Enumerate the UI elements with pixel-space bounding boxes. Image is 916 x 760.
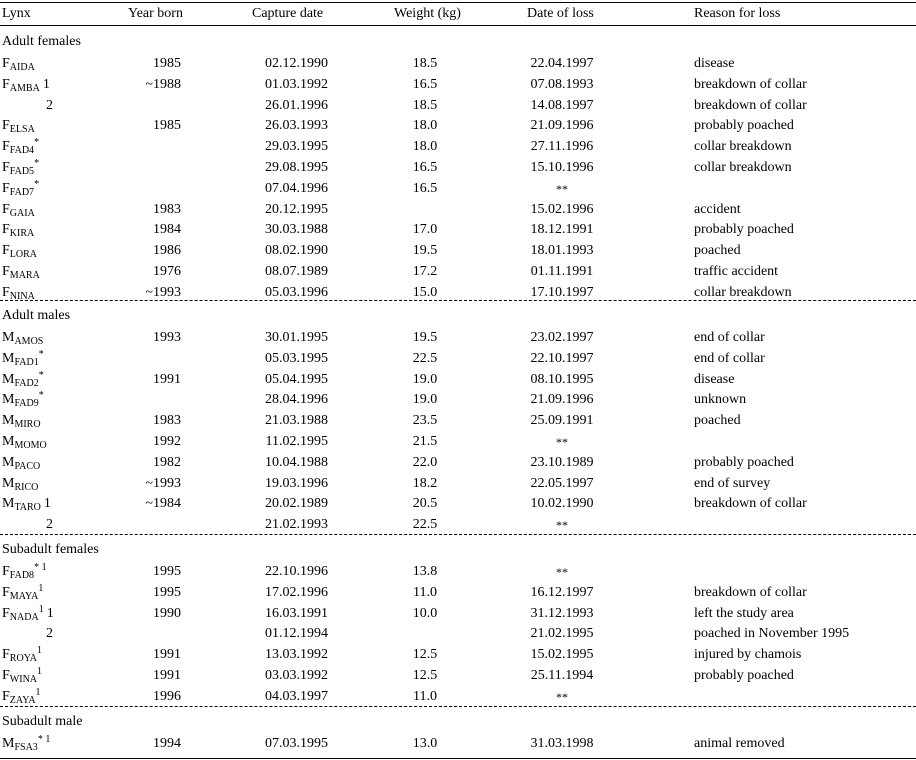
lynx-id-cell bbox=[2, 370, 44, 390]
section-title-row bbox=[0, 32, 916, 52]
reason-for-loss-cell: end of collar bbox=[694, 350, 765, 366]
year-born-cell: 1995 bbox=[153, 564, 181, 579]
year-born-cell: 1992 bbox=[153, 434, 181, 449]
table-row bbox=[0, 645, 916, 665]
year-born-cell: 1983 bbox=[153, 413, 181, 429]
year-born-cell: 1991 bbox=[153, 371, 181, 387]
reason-for-loss-cell: breakdown of collar bbox=[694, 584, 807, 600]
section-divider bbox=[0, 300, 916, 301]
lynx-sex: F bbox=[2, 139, 10, 155]
date-of-loss-cell: 15.02.1995 bbox=[530, 647, 594, 663]
lynx-footnote-mark: * bbox=[38, 390, 44, 402]
reason-for-loss-cell: poached bbox=[694, 413, 741, 429]
date-of-loss-cell: 08.10.1995 bbox=[530, 371, 594, 387]
lynx-name: AMBA bbox=[9, 82, 40, 94]
date-of-loss-cell: 25.11.1994 bbox=[530, 668, 594, 683]
lynx-sex: F bbox=[2, 564, 10, 579]
weight-cell: 22.0 bbox=[412, 454, 438, 470]
weight-cell: 10.0 bbox=[412, 605, 438, 621]
date-of-loss-cell: 22.05.1997 bbox=[530, 475, 594, 491]
header-capture-date: Capture date bbox=[252, 6, 324, 21]
lynx-sex: F bbox=[2, 243, 10, 259]
top-rule bbox=[0, 2, 916, 3]
lynx-id-cell bbox=[2, 432, 47, 452]
lynx-sex: F bbox=[2, 180, 10, 196]
weight-cell: 20.5 bbox=[412, 496, 438, 512]
date-of-loss-cell: ** bbox=[556, 565, 568, 579]
reason-for-loss-cell: collar breakdown bbox=[694, 284, 792, 300]
table-row bbox=[0, 220, 916, 240]
capture-date-cell: 16.03.1991 bbox=[265, 605, 328, 621]
lynx-name: RICO bbox=[14, 481, 39, 493]
capture-number: 2 bbox=[46, 517, 53, 533]
capture-date-cell: 08.02.1990 bbox=[265, 243, 328, 259]
lynx-name: GAIA bbox=[9, 207, 35, 219]
table-row bbox=[0, 262, 916, 282]
lynx-id-cell bbox=[2, 604, 54, 624]
year-born-cell: 1984 bbox=[153, 222, 181, 238]
capture-date-cell: 05.03.1995 bbox=[265, 350, 328, 366]
lynx-name: FAD7 bbox=[9, 186, 35, 198]
capture-date-cell: 20.12.1995 bbox=[265, 201, 328, 217]
capture-date-cell: 26.01.1996 bbox=[265, 97, 328, 113]
lynx-footnote-mark: 1 bbox=[37, 645, 43, 657]
lynx-name: FAD9 bbox=[14, 398, 39, 410]
weight-cell: 13.0 bbox=[412, 736, 438, 751]
year-born-cell: 1982 bbox=[153, 454, 181, 470]
date-of-loss-cell: ** bbox=[556, 181, 568, 196]
lynx-sex: F bbox=[2, 118, 10, 134]
lynx-name: NINA bbox=[9, 290, 35, 302]
lynx-id-cell bbox=[2, 687, 41, 707]
date-of-loss-cell: 18.12.1991 bbox=[530, 222, 594, 238]
lynx-id-cell bbox=[2, 474, 38, 494]
lynx-id-cell bbox=[2, 262, 40, 282]
lynx-footnote-mark: 1 bbox=[37, 666, 43, 677]
date-of-loss-cell: 17.10.1997 bbox=[530, 284, 594, 300]
lynx-sex: F bbox=[2, 584, 10, 600]
header-row bbox=[0, 4, 916, 24]
reason-for-loss-cell: animal removed bbox=[694, 736, 785, 751]
lynx-name: MAYA bbox=[9, 590, 39, 602]
date-of-loss-cell: 10.02.1990 bbox=[530, 496, 594, 512]
capture-date-cell: 22.10.1996 bbox=[265, 564, 328, 579]
reason-for-loss-cell: disease bbox=[694, 371, 735, 387]
header-lynx: Lynx bbox=[2, 6, 31, 21]
lynx-footnote-mark: * bbox=[38, 369, 44, 381]
header-reason-for-loss: Reason for loss bbox=[694, 6, 781, 21]
lynx-id-cell bbox=[2, 158, 39, 178]
capture-date-cell: 19.03.1996 bbox=[265, 475, 328, 491]
lynx-name: FAD4 bbox=[9, 145, 35, 157]
lynx-name: MARA bbox=[9, 270, 40, 281]
table-row bbox=[0, 116, 916, 136]
lynx-sex: F bbox=[2, 605, 10, 621]
table-row bbox=[0, 179, 916, 199]
date-of-loss-cell: 21.09.1996 bbox=[530, 392, 594, 408]
lynx-sex: F bbox=[2, 668, 10, 683]
section-divider bbox=[0, 534, 916, 535]
lynx-sex: F bbox=[2, 56, 10, 71]
table-row bbox=[0, 604, 916, 624]
table-row bbox=[0, 390, 916, 410]
table-row bbox=[0, 411, 916, 431]
date-of-loss-cell: 07.08.1993 bbox=[530, 76, 594, 92]
reason-for-loss-cell: breakdown of collar bbox=[694, 97, 807, 113]
reason-for-loss-cell: probably poached bbox=[694, 222, 794, 238]
lynx-id-cell bbox=[2, 349, 44, 369]
lynx-sex: M bbox=[2, 454, 15, 470]
lynx-name: ROYA bbox=[9, 653, 38, 665]
weight-cell: 23.5 bbox=[412, 413, 438, 429]
year-born-cell: ~1993 bbox=[145, 475, 181, 491]
year-born-cell: 1976 bbox=[153, 264, 181, 279]
capture-date-cell: 02.12.1990 bbox=[265, 56, 328, 71]
lynx-sex: F bbox=[2, 284, 10, 300]
lynx-id-cell bbox=[2, 137, 39, 157]
year-born-cell: ~1988 bbox=[145, 76, 181, 92]
capture-date-cell: 05.03.1996 bbox=[265, 284, 328, 300]
lynx-id-cell bbox=[2, 75, 50, 95]
date-of-loss-cell: 25.09.1991 bbox=[530, 413, 594, 429]
lynx-footnote-mark: * bbox=[34, 178, 40, 190]
capture-number: 1 bbox=[42, 76, 50, 92]
capture-date-cell: 01.03.1992 bbox=[265, 76, 328, 92]
lynx-id-cell bbox=[2, 411, 41, 431]
table-row bbox=[0, 432, 916, 452]
weight-cell: 19.0 bbox=[412, 371, 438, 387]
lynx-id-cell bbox=[2, 200, 35, 220]
date-of-loss-cell: 21.09.1996 bbox=[530, 118, 594, 134]
lynx-id-cell bbox=[46, 515, 53, 535]
table-row bbox=[0, 624, 916, 644]
section-title-row bbox=[0, 306, 916, 326]
lynx-footnote-mark: * bbox=[34, 137, 40, 149]
reason-for-loss-cell: collar breakdown bbox=[694, 160, 792, 175]
capture-date-cell: 30.01.1995 bbox=[265, 330, 328, 345]
reason-for-loss-cell: probably poached bbox=[694, 118, 794, 134]
year-born-cell: 1985 bbox=[153, 56, 181, 71]
lynx-footnote-mark: * 1 bbox=[37, 734, 51, 745]
reason-for-loss-cell: accident bbox=[694, 201, 741, 217]
table-row bbox=[0, 666, 916, 686]
section-title: Subadult male bbox=[2, 714, 83, 729]
header-year-born: Year born bbox=[128, 6, 183, 21]
section-divider bbox=[0, 706, 916, 707]
lynx-sex: M bbox=[2, 350, 15, 366]
table-row bbox=[0, 687, 916, 707]
table-row bbox=[0, 96, 916, 116]
reason-for-loss-cell: poached bbox=[694, 243, 741, 259]
capture-date-cell: 29.08.1995 bbox=[265, 160, 328, 175]
year-born-cell: 1991 bbox=[153, 668, 181, 683]
lynx-sex: M bbox=[2, 413, 15, 429]
table-row bbox=[0, 734, 916, 754]
lynx-sex: F bbox=[2, 201, 10, 217]
year-born-cell: 1993 bbox=[153, 330, 181, 345]
capture-date-cell: 26.03.1993 bbox=[265, 118, 328, 134]
lynx-footnote-mark: 1 bbox=[38, 603, 44, 615]
section-title: Adult males bbox=[2, 308, 71, 323]
lynx-name: FAD2 bbox=[14, 377, 39, 389]
weight-cell: 11.0 bbox=[413, 688, 437, 704]
lynx-name: FSA3 bbox=[14, 742, 38, 753]
lynx-name: WINA bbox=[9, 674, 38, 685]
lynx-name: TARO bbox=[14, 502, 41, 514]
capture-number: 1 bbox=[43, 496, 51, 512]
lynx-name: PACO bbox=[14, 460, 41, 472]
lynx-id-cell bbox=[2, 390, 44, 410]
lynx-sex: F bbox=[2, 222, 10, 238]
date-of-loss-cell: ** bbox=[556, 435, 568, 449]
date-of-loss-cell: ** bbox=[556, 689, 568, 704]
weight-cell: 19.5 bbox=[412, 243, 438, 259]
lynx-sex: F bbox=[2, 264, 10, 279]
date-of-loss-cell: 21.02.1995 bbox=[530, 626, 594, 642]
lynx-sex: M bbox=[2, 736, 15, 751]
table-row bbox=[0, 370, 916, 390]
year-born-cell: 1985 bbox=[153, 118, 181, 134]
header-date-of-loss: Date of loss bbox=[527, 6, 594, 21]
lynx-name: ZAYA bbox=[9, 694, 36, 706]
table-row bbox=[0, 328, 916, 348]
lynx-footnote-mark: 1 bbox=[35, 686, 41, 698]
lynx-footnote-mark: * 1 bbox=[34, 562, 47, 573]
table-row bbox=[0, 75, 916, 95]
lynx-name: LORA bbox=[9, 249, 38, 261]
lynx-id-cell bbox=[2, 666, 42, 686]
capture-date-cell: 03.03.1992 bbox=[265, 668, 328, 683]
header-weight: Weight (kg) bbox=[394, 6, 461, 21]
section-title-row bbox=[0, 712, 916, 732]
lynx-sex: M bbox=[2, 371, 15, 387]
lynx-id-cell bbox=[2, 220, 34, 240]
table-row bbox=[0, 241, 916, 261]
lynx-name: FAD5 bbox=[9, 166, 35, 177]
date-of-loss-cell: 31.03.1998 bbox=[530, 736, 594, 751]
year-born-cell: 1986 bbox=[153, 243, 181, 259]
weight-cell: 22.5 bbox=[412, 517, 438, 533]
weight-cell: 16.5 bbox=[412, 76, 438, 92]
table-row bbox=[0, 562, 916, 582]
date-of-loss-cell: 15.02.1996 bbox=[530, 201, 594, 217]
lynx-sex: F bbox=[2, 76, 10, 92]
lynx-sex: M bbox=[2, 392, 15, 408]
reason-for-loss-cell: end of collar bbox=[694, 330, 765, 345]
capture-date-cell: 01.12.1994 bbox=[265, 626, 328, 642]
weight-cell: 15.0 bbox=[412, 284, 438, 300]
weight-cell: 12.5 bbox=[412, 647, 438, 663]
section-title-row bbox=[0, 540, 916, 560]
section-title: Subadult females bbox=[2, 542, 99, 557]
lynx-sex: M bbox=[2, 330, 15, 345]
weight-cell: 18.5 bbox=[412, 97, 438, 113]
reason-for-loss-cell: breakdown of collar bbox=[694, 496, 807, 512]
lynx-sex: F bbox=[2, 647, 10, 663]
lynx-id-cell bbox=[2, 241, 37, 261]
lynx-sex: M bbox=[2, 475, 15, 491]
year-born-cell: 1991 bbox=[153, 647, 181, 663]
reason-for-loss-cell: end of survey bbox=[694, 475, 771, 491]
weight-cell: 11.0 bbox=[413, 584, 437, 600]
capture-number: 2 bbox=[46, 97, 53, 113]
lynx-id-cell bbox=[2, 734, 50, 754]
lynx-id-cell bbox=[2, 645, 42, 665]
lynx-name: AIDA bbox=[9, 62, 35, 73]
lynx-sex: F bbox=[2, 160, 10, 175]
capture-date-cell: 13.03.1992 bbox=[265, 647, 328, 663]
capture-date-cell: 08.07.1989 bbox=[265, 264, 328, 279]
capture-date-cell: 11.02.1995 bbox=[265, 434, 328, 449]
lynx-id-cell bbox=[2, 583, 43, 603]
table-row bbox=[0, 474, 916, 494]
reason-for-loss-cell: probably poached bbox=[694, 668, 794, 683]
weight-cell: 17.0 bbox=[412, 222, 438, 238]
year-born-cell: 1990 bbox=[153, 605, 181, 621]
lynx-footnote-mark: * bbox=[38, 348, 44, 360]
year-born-cell: 1995 bbox=[153, 584, 181, 600]
table-row bbox=[0, 515, 916, 535]
lynx-name: ELSA bbox=[9, 124, 35, 136]
weight-cell: 19.0 bbox=[412, 392, 438, 408]
lynx-name: AMOS bbox=[14, 336, 44, 347]
reason-for-loss-cell: breakdown of collar bbox=[694, 76, 807, 92]
table-row bbox=[0, 494, 916, 514]
table-row bbox=[0, 158, 916, 178]
reason-for-loss-cell: unknown bbox=[694, 392, 747, 408]
table-row bbox=[0, 54, 916, 74]
weight-cell: 12.5 bbox=[412, 668, 438, 683]
header-rule bbox=[0, 25, 916, 26]
weight-cell: 16.5 bbox=[412, 160, 438, 175]
date-of-loss-cell: 23.10.1989 bbox=[530, 454, 594, 470]
capture-date-cell: 07.04.1996 bbox=[265, 180, 328, 196]
capture-number: 1 bbox=[46, 605, 54, 621]
weight-cell: 19.5 bbox=[412, 330, 438, 345]
lynx-id-cell bbox=[2, 116, 35, 136]
capture-date-cell: 20.02.1989 bbox=[265, 496, 328, 512]
date-of-loss-cell: 14.08.1997 bbox=[530, 97, 594, 113]
capture-date-cell: 29.03.1995 bbox=[265, 139, 328, 155]
lynx-sex: F bbox=[2, 688, 10, 704]
lynx-name: KIRA bbox=[9, 228, 35, 240]
bottom-rule bbox=[0, 758, 916, 759]
table-row bbox=[0, 200, 916, 220]
lynx-id-cell bbox=[2, 179, 39, 199]
reason-for-loss-cell: probably poached bbox=[694, 454, 794, 470]
reason-for-loss-cell: traffic accident bbox=[694, 264, 779, 279]
lynx-id-cell bbox=[2, 494, 51, 514]
year-born-cell: ~1993 bbox=[145, 284, 181, 300]
lynx-footnote-mark: * bbox=[34, 158, 40, 169]
date-of-loss-cell: 16.12.1997 bbox=[530, 584, 594, 600]
weight-cell: 13.8 bbox=[412, 564, 438, 579]
capture-date-cell: 30.03.1988 bbox=[265, 222, 328, 238]
capture-date-cell: 07.03.1995 bbox=[265, 736, 328, 751]
table-row bbox=[0, 583, 916, 603]
lynx-name: MIRO bbox=[14, 419, 41, 431]
date-of-loss-cell: 15.10.1996 bbox=[530, 160, 594, 175]
lynx-name: FAD8 bbox=[9, 570, 35, 581]
capture-date-cell: 10.04.1988 bbox=[265, 454, 328, 470]
lynx-name: NADA bbox=[9, 611, 39, 623]
lynx-id-cell bbox=[2, 562, 47, 582]
weight-cell: 18.0 bbox=[412, 139, 438, 155]
table-row bbox=[0, 453, 916, 473]
year-born-cell: 1983 bbox=[153, 201, 181, 217]
lynx-name: FAD1 bbox=[14, 356, 39, 368]
lynx-id-cell bbox=[46, 96, 53, 116]
lynx-id-cell bbox=[2, 54, 35, 74]
date-of-loss-cell: 22.04.1997 bbox=[530, 56, 594, 71]
reason-for-loss-cell: injured by chamois bbox=[694, 647, 802, 663]
capture-date-cell: 04.03.1997 bbox=[265, 688, 328, 704]
capture-date-cell: 17.02.1996 bbox=[265, 584, 328, 600]
date-of-loss-cell: 18.01.1993 bbox=[530, 243, 594, 259]
date-of-loss-cell: 23.02.1997 bbox=[530, 330, 594, 345]
lynx-footnote-mark: 1 bbox=[38, 582, 44, 594]
reason-for-loss-cell: left the study area bbox=[694, 605, 794, 621]
capture-number: 2 bbox=[46, 626, 53, 642]
table-row bbox=[0, 349, 916, 369]
year-born-cell: 1994 bbox=[153, 736, 181, 751]
weight-cell: 18.5 bbox=[412, 56, 438, 71]
lynx-id-cell bbox=[46, 624, 53, 644]
weight-cell: 18.2 bbox=[412, 475, 438, 491]
date-of-loss-cell: 31.12.1993 bbox=[530, 605, 594, 621]
weight-cell: 21.5 bbox=[412, 434, 438, 449]
year-born-cell: ~1984 bbox=[145, 496, 181, 512]
reason-for-loss-cell: poached in November 1995 bbox=[694, 626, 850, 642]
capture-date-cell: 21.02.1993 bbox=[265, 517, 328, 533]
capture-date-cell: 05.04.1995 bbox=[265, 371, 328, 387]
lynx-id-cell bbox=[2, 453, 40, 473]
lynx-name: MOMO bbox=[14, 440, 47, 451]
weight-cell: 18.0 bbox=[412, 118, 438, 134]
lynx-sex: M bbox=[2, 496, 15, 512]
weight-cell: 16.5 bbox=[412, 180, 438, 196]
weight-cell: 22.5 bbox=[412, 350, 438, 366]
lynx-id-cell bbox=[2, 328, 43, 348]
section-title: Adult females bbox=[2, 34, 81, 49]
capture-date-cell: 28.04.1996 bbox=[265, 392, 328, 408]
date-of-loss-cell: 22.10.1997 bbox=[530, 350, 594, 366]
table-row bbox=[0, 137, 916, 157]
date-of-loss-cell: 27.11.1996 bbox=[530, 139, 594, 155]
reason-for-loss-cell: disease bbox=[694, 56, 735, 71]
weight-cell: 17.2 bbox=[412, 264, 438, 279]
year-born-cell: 1996 bbox=[153, 688, 181, 704]
reason-for-loss-cell: collar breakdown bbox=[694, 139, 792, 155]
capture-date-cell: 21.03.1988 bbox=[265, 413, 328, 429]
date-of-loss-cell: ** bbox=[556, 518, 568, 533]
date-of-loss-cell: 01.11.1991 bbox=[530, 264, 594, 279]
lynx-sex: M bbox=[2, 434, 15, 449]
